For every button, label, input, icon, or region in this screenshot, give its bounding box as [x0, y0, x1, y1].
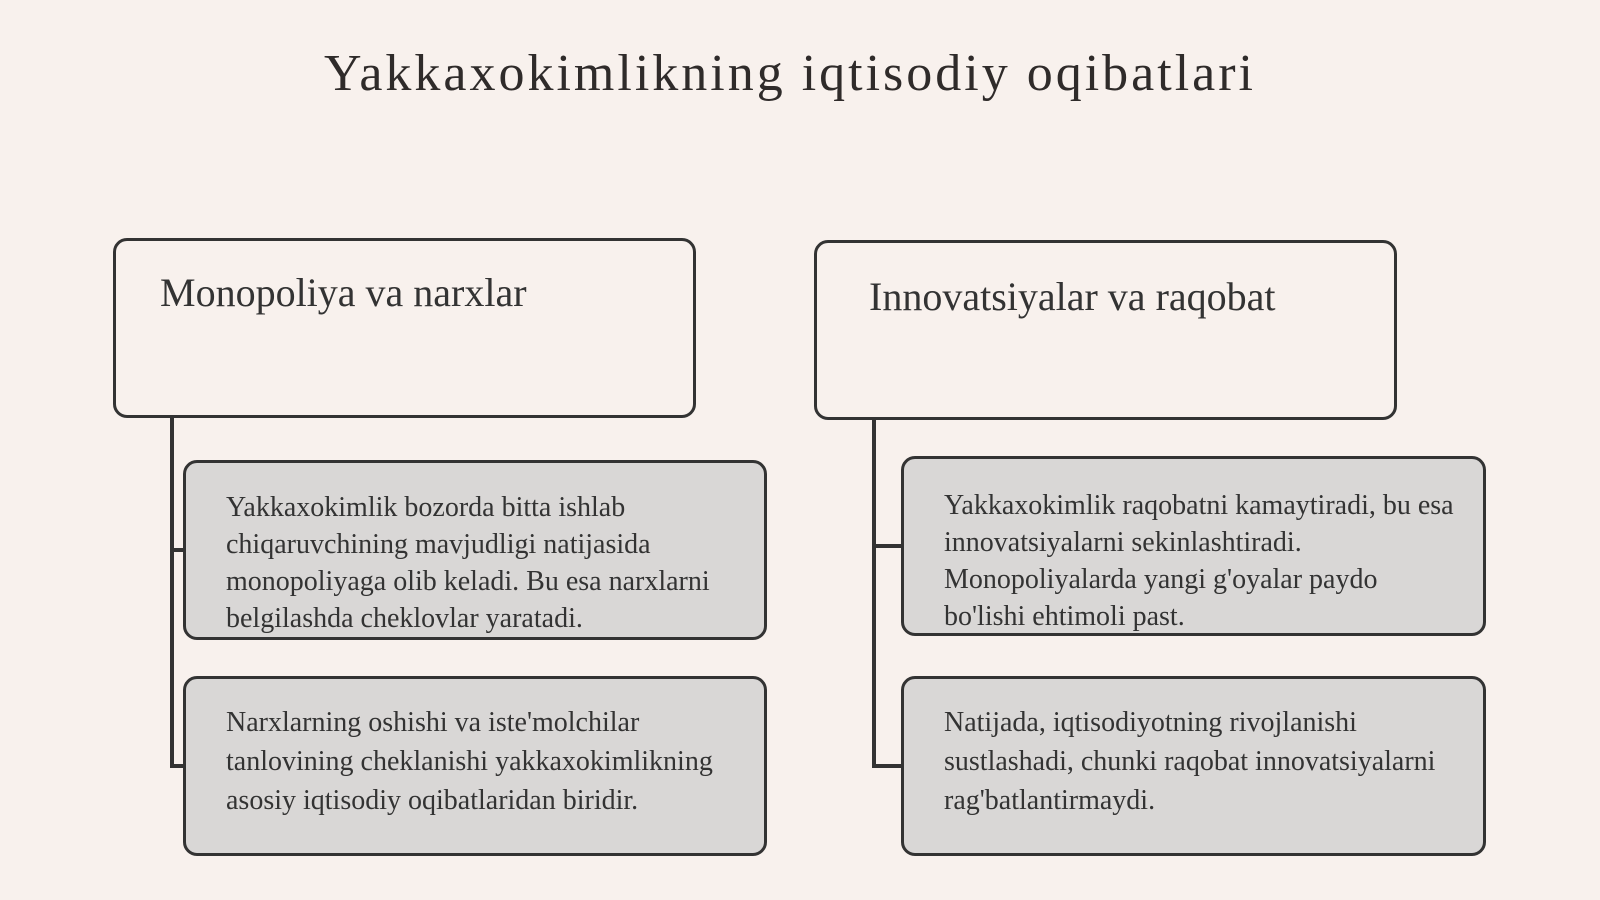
detail-box-monopoliya-2: [183, 676, 767, 856]
right-trunk-line: [872, 414, 876, 768]
left-trunk-line: [170, 414, 174, 768]
heading-box-monopoliya: [113, 238, 696, 418]
detail-text-innovatsiyalar-2: Natijada, iqtisodiyotning rivojlanishi sustlashadi, chunki raqobat innovatsiyalarni rag'batlantirmaydi.: [944, 707, 1436, 816]
detail-box-monopoliya-1: [183, 460, 767, 640]
heading-monopoliya-label: Monopoliya va narxlar: [160, 270, 527, 315]
detail-text-monopoliya-2: Narxlarning oshishi va iste'molchilar tanlovining cheklanishi yakkaxokimlikning asosiy iqtisodiy oqibatlaridan biridir.: [226, 707, 713, 816]
right-branch-line-1: [872, 544, 902, 548]
detail-box-innovatsiyalar-2: [901, 676, 1486, 856]
detail-box-innovatsiyalar-1: [901, 456, 1486, 636]
heading-innovatsiyalar-label: Innovatsiyalar va raqobat: [869, 274, 1276, 319]
detail-text-monopoliya-1: Yakkaxokimlik bozorda bitta ishlab chiqaruvchining mavjudligi natijasida monopoliyaga olib keladi. Bu esa narxlarni belgilashda cheklovlar yaratadi.: [226, 492, 710, 634]
heading-box-innovatsiyalar: [814, 240, 1397, 420]
page-title: Yakkaxokimlikning iqtisodiy oqibatlari: [323, 45, 1257, 102]
detail-text-innovatsiyalar-1: Yakkaxokimlik raqobatni kamaytiradi, bu esa innovatsiyalarni sekinlashtiradi. Monopoliyalarda yangi g'oyalar paydo bo'lishi ehtimoli past.: [944, 490, 1454, 632]
right-branch-line-2: [872, 764, 902, 768]
